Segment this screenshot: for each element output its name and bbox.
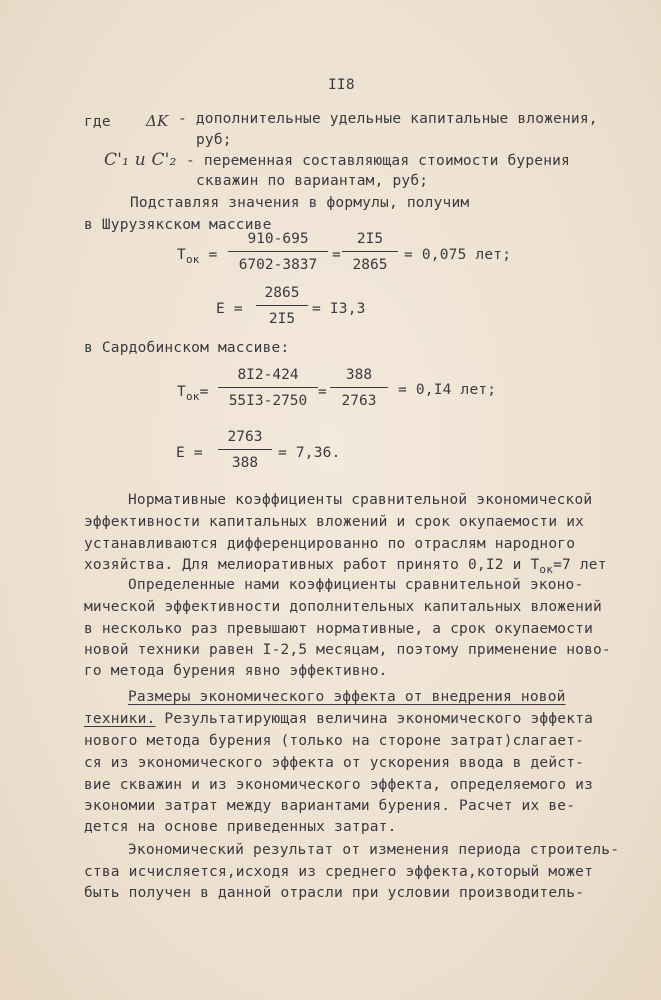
para4-line-2: ства исчисляется,исходя из среднего эффекта,который может: [84, 864, 593, 880]
para3-line-4: вие скважин и из экономического эффекта, определяемого из: [84, 777, 593, 793]
sardoba-e-fraction: [218, 428, 272, 472]
def-where: где: [84, 114, 111, 130]
shuruzyak-t-label: $T_{ок}$ =: [177, 247, 218, 266]
sardoba-e-label: E =: [176, 445, 203, 461]
para1-line-1: Нормативные коэффициенты сравнительной экономической: [128, 492, 593, 508]
para1-line-4: хозяйства. Для мелиоративных работ принято 0,I2 и $T_{ок}=7$ лет: [84, 557, 607, 576]
page-number: II8: [328, 77, 355, 93]
para3-line-5: экономии затрат между вариантами бурения. Расчет их ве-: [84, 798, 576, 814]
para2-line-1: Определенные нами коэффициенты сравнительной эконо-: [128, 577, 584, 593]
shuruzyak-fraction-1: [228, 230, 328, 274]
sardoba-fraction-2: [330, 366, 388, 410]
fraction-denominator: 2763: [341, 393, 377, 409]
fraction-denominator: 388: [231, 455, 259, 471]
fraction-numerator: 910-695: [247, 231, 309, 247]
sardoba-t-result: = 0,I4 лет;: [398, 382, 497, 398]
fraction-numerator: 2763: [227, 429, 263, 445]
para3-line-1: техники. Результатирующая величина экономического эффекта: [84, 711, 594, 727]
para2-line-2: мической эффективности дополнительных капитальных вложений: [84, 599, 602, 615]
fraction-numerator: 388: [345, 367, 373, 383]
intro-line: Подставляя значения в формулы, получим: [130, 195, 470, 211]
shuruzyak-e-label: E =: [216, 301, 243, 317]
section-heading-line-1: Размеры экономического эффекта от внедрения новой: [128, 689, 566, 705]
para2-line-4: новой техники равен I-2,5 месяцам, поэтому применение ново-: [84, 642, 611, 658]
fraction-numerator: 2865: [264, 285, 300, 301]
para4-line-3: быть получен в данной отрасли при условии производитель-: [84, 885, 585, 901]
para2-line-5: го метода бурения явно эффективно.: [84, 663, 388, 679]
sardoba-e-result: = 7,36.: [278, 445, 341, 461]
def-c-text-2: скважин по вариантам, руб;: [196, 173, 429, 189]
c-symbols: C'₁ и C'₂: [104, 150, 177, 170]
para2-line-3: в несколько раз превышают нормативные, а срок окупаемости: [84, 621, 593, 637]
fraction-denominator: 2I5: [268, 311, 296, 327]
fraction-numerator: 2I5: [356, 231, 384, 247]
fraction-denominator: 6702-3837: [238, 257, 318, 273]
para1-line-2: эффективности капитальных вложений и срок окупаемости их: [84, 514, 585, 530]
para4-line-1: Экономический результат от изменения периода строитель-: [128, 842, 620, 858]
fraction-denominator: 55I3-2750: [228, 393, 308, 409]
shuruzyak-fraction-2: [342, 230, 398, 274]
para3-line-2: нового метода бурения (только на стороне затрат)слагает-: [84, 733, 585, 749]
para3-line-3: ся из экономического эффекта от ускорения ввода в дейст-: [84, 755, 585, 771]
sardoba-fraction-1: [218, 366, 318, 410]
sardoba-heading: в Сардобинском массиве:: [84, 340, 290, 356]
fraction-denominator: 2865: [352, 257, 388, 273]
delta-k-symbol: ΔK: [146, 112, 169, 130]
def-delta-k-unit: руб;: [196, 132, 232, 148]
shuruzyak-t-result: = 0,075 лет;: [404, 247, 512, 263]
shuruzyak-e-result: = I3,3: [312, 301, 366, 317]
para1-line-3: устанавливаются дифференцированно по отраслям народного: [84, 536, 576, 552]
section-heading-line-2: техники.: [84, 711, 156, 727]
def-delta-k-text: - дополнительные удельные капитальные вложения,: [178, 111, 598, 127]
sardoba-t-label: $T_{ок}=$: [177, 384, 209, 403]
shuruzyak-e-fraction: [256, 284, 308, 328]
def-c-text: - переменная составляющая стоимости бурения: [186, 153, 570, 169]
document-page: II8 где ΔK - дополнительные удельные капитальные вложения, руб; C'₁ и C'₂ - переменная составляющая стоимости бурения скважин по вариантам, руб; Подставляя значения в формулы, получим в Шурузякском массиве $T_{ок}$ = 910-695 6702-3837 = 2I5 2865 = 0,075 лет; E = 2865 2I5 = I3,3 в Сардобинском массиве: $T_{ок}=$ 8I2-424 55I3-2750 = 388 2763 = 0,I4 лет; E = 2763 388 = 7,36. Нормативные коэффициенты сравнительной экономической эффективности капитальных вложений и срок окупаемости их устанавливаются дифференцированно по отраслям народного хозяйства. Для мелиоративных работ принято 0,I2 и $T_{ок}=7$ лет Определенные нами коэффициенты сравнительной эконо- мической эффективности дополнительных капитальных вложений в несколько раз превышают нормативные, а срок окупаемости новой техники равен I-2,5 месяцам, поэтому применение ново- го метода бурения явно эффективно. Размеры экономического эффекта от внедрения новой техники. Результатирующая величина экономического эффекта нового метода бурения (только на стороне затрат)слагает- ся из экономического эффекта от ускорения ввода в дейст- вие скважин и из экономического эффекта, определяемого из экономии затрат между вариантами бурения. Расчет их ве- дется на основе приведенных затрат. Экономический результат от изменения периода строитель- ства исчисляется,исходя из среднего эффекта,который может быть получен в данной отрасли при условии производитель-: [0, 0, 661, 1000]
fraction-numerator: 8I2-424: [237, 367, 299, 383]
para3-line-6: дется на основе приведенных затрат.: [84, 819, 397, 835]
shuruzyak-heading: в Шурузякском массиве: [84, 217, 272, 233]
